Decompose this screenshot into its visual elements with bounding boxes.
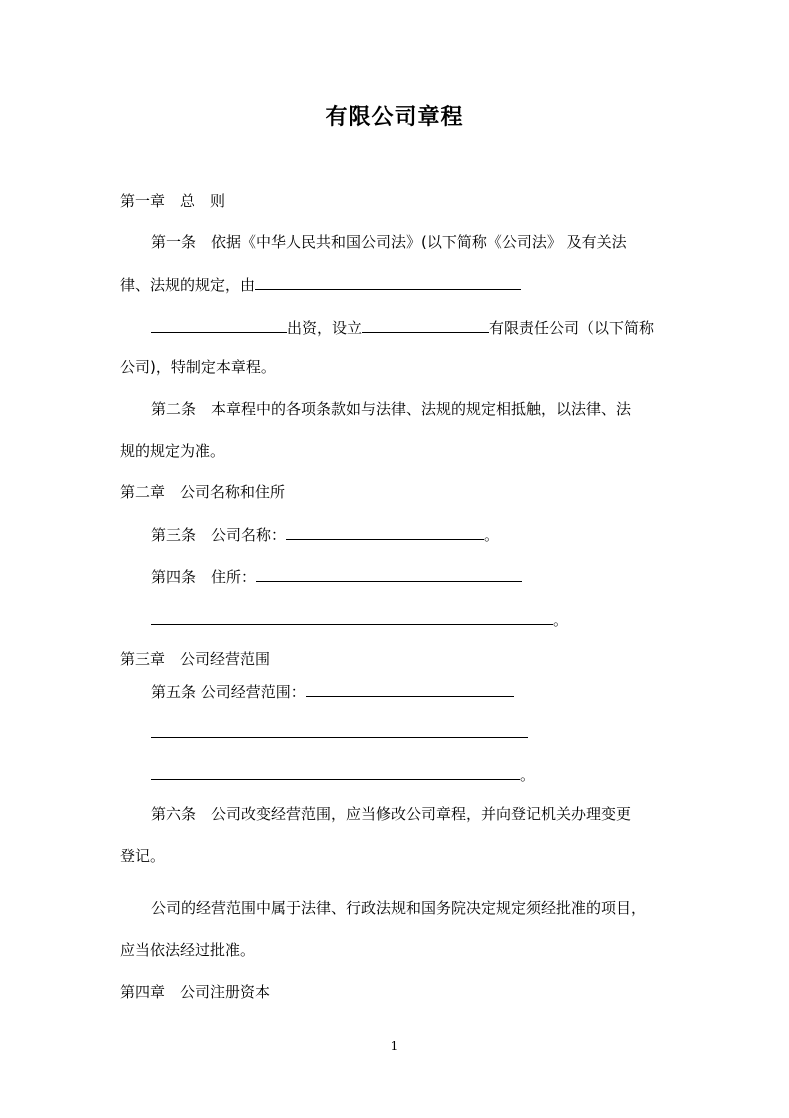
article-5-line-2 — [151, 722, 528, 743]
article-1-line-4: 公司)，特制定本章程。 — [120, 358, 276, 376]
article-2-line-1: 第二条 本章程中的各项条款如与法律、法规的规定相抵触，以法律、法 — [151, 400, 632, 418]
article-5-line-1 — [151, 681, 514, 702]
article-5-end: 。 — [520, 766, 536, 784]
article-4-end: 。 — [553, 611, 569, 629]
address-blank-2[interactable] — [151, 609, 553, 625]
chapter-3-heading: 第三章 公司经营范围 — [120, 650, 271, 668]
company-name-blank[interactable] — [362, 317, 489, 333]
invest-text: 出资，设立 — [287, 319, 363, 337]
business-scope-blank-2[interactable] — [151, 722, 528, 738]
article-5-text: 第五条 公司经营范围： — [151, 683, 306, 701]
article-4-text: 第四条 住所： — [151, 568, 257, 586]
article-3-end: 。 — [484, 526, 500, 544]
address-blank-1[interactable] — [256, 566, 522, 582]
approval-paragraph-line-1: 公司的经营范围中属于法律、行政法规和国务院决定规定须经批准的项目， — [151, 899, 647, 917]
chapter-4-heading: 第四章 公司注册资本 — [120, 983, 271, 1001]
article-1-line-2 — [120, 274, 521, 295]
article-1-line-1: 第一条 依据《中华人民共和国公司法》(以下简称《公司法》 及有关法 — [151, 233, 627, 251]
page-number: 1 — [390, 1039, 399, 1053]
chapter-2-heading: 第二章 公司名称和住所 — [120, 483, 286, 501]
document-title: 有限公司章程 — [325, 104, 464, 130]
article-1-text: 律、法规的规定，由 — [120, 276, 256, 294]
company-type-text: 有限责任公司（以下简称 — [489, 319, 655, 337]
company-name-field-blank[interactable] — [286, 524, 484, 540]
article-5-line-3 — [151, 764, 535, 785]
founder-blank[interactable] — [255, 274, 521, 290]
article-4-line-1 — [151, 566, 522, 587]
business-scope-blank-1[interactable] — [306, 681, 514, 697]
article-2-line-2: 规的规定为准。 — [120, 442, 226, 460]
article-6-line-1: 第六条 公司改变经营范围，应当修改公司章程，并向登记机关办理变更 — [151, 805, 632, 823]
investor-blank[interactable] — [151, 317, 287, 333]
article-3-text: 第三条 公司名称： — [151, 526, 287, 544]
article-3-line — [151, 524, 499, 545]
article-1-line-3 — [151, 317, 654, 338]
article-6-line-2: 登记。 — [120, 847, 166, 865]
approval-paragraph-line-2: 应当依法经过批准。 — [120, 941, 256, 959]
business-scope-blank-3[interactable] — [151, 764, 520, 780]
chapter-1-heading: 第一章 总 则 — [120, 192, 226, 210]
article-4-line-2 — [151, 609, 568, 630]
